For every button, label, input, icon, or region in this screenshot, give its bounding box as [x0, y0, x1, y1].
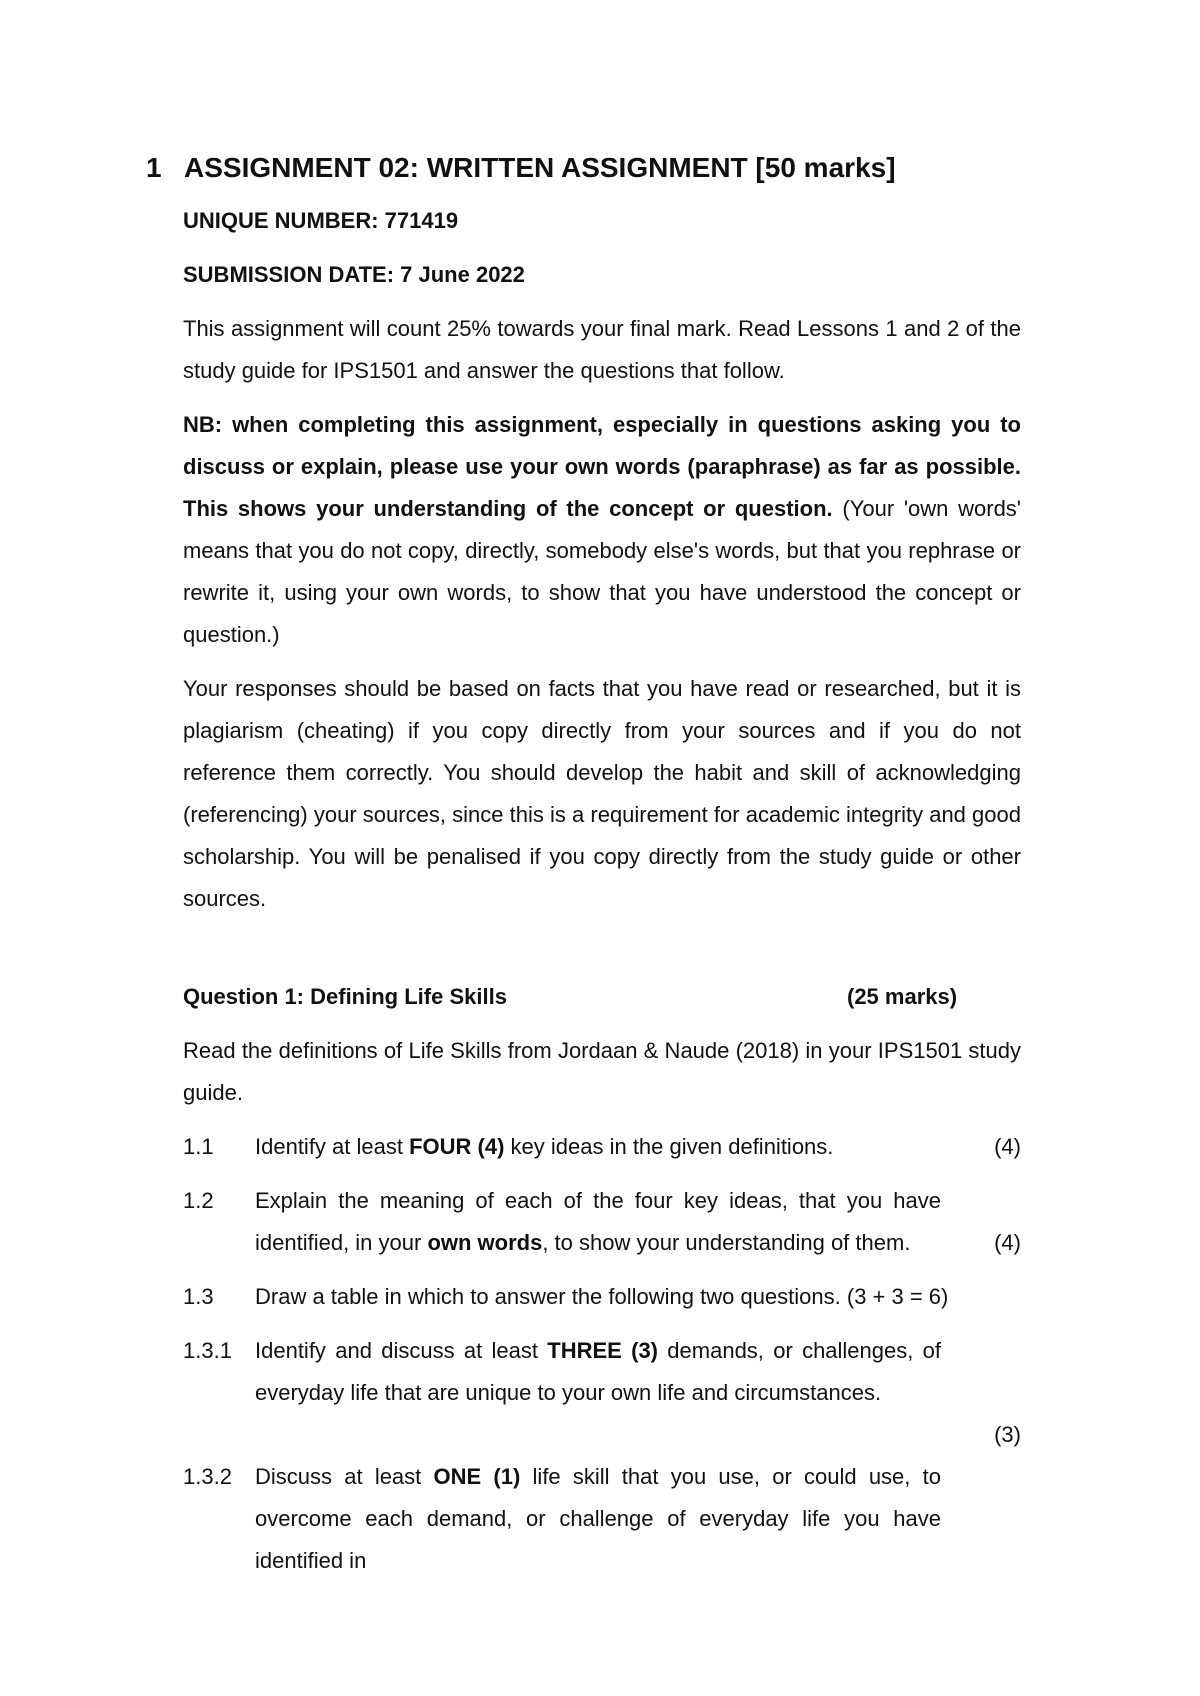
question-text-part: Discuss at least: [255, 1464, 434, 1489]
intro-paragraph: This assignment will count 25% towards your final mark. Read Lessons 1 and 2 of the study guide for IPS1501 and answer the questions that follow.: [183, 316, 1021, 383]
question-text: [255, 1180, 941, 1264]
question-text-bold: own words: [427, 1230, 543, 1255]
question-item-1-1: [183, 1126, 1021, 1168]
question-item-1-2: [183, 1180, 1021, 1264]
document-body: [183, 200, 1021, 1582]
question-marks: (3): [994, 1422, 1021, 1447]
question-text-part: Explain the meaning of each of the four key ideas, that you have identified, in your: [255, 1188, 941, 1255]
question-number: 1.3: [183, 1284, 214, 1309]
question-1-title: [183, 976, 1021, 1018]
question-text: [255, 1456, 941, 1582]
question-item-1-3: [183, 1276, 1021, 1318]
question-1-marks: (25 marks): [847, 984, 958, 1009]
nb-normal-text: (Your 'own words' means that you do not copy, directly, somebody else's words, but that you rephrase or rewrite it, using your own words, to show that you have understood the concept or question.): [183, 496, 1022, 647]
assignment-heading: [146, 152, 896, 184]
nb-bold-text: NB: when completing this assignment, especially in questions asking you to discuss or explain, please use your own words (paraphrase) as far as possible. This shows your understanding of the concept or question.: [183, 412, 1021, 521]
question-item-1-3-1: [183, 1330, 1021, 1447]
heading-title: ASSIGNMENT 02: WRITTEN ASSIGNMENT [50 marks]: [184, 152, 896, 183]
question-text-part: Identify and discuss at least: [255, 1338, 548, 1363]
responses-paragraph: Your responses should be based on facts that you have read or researched, but it is plagiarism (cheating) if you copy directly from your sources and if you do not reference them correctly. You should develop the habit and skill of acknowledging (referencing) your sources, since this is a requirement for academic integrity and good scholarship. You will be penalised if you copy directly from the study guide or other sources.: [183, 676, 1021, 911]
question-text-bold: ONE (1): [433, 1464, 521, 1489]
question-number: 1.1: [183, 1134, 214, 1159]
question-marks: (4): [994, 1134, 1021, 1159]
question-text: [255, 1330, 941, 1414]
question-text-part: demands, or challenges, of everyday life that are unique to your own life and circumstances.: [255, 1338, 942, 1405]
question-number: 1.3.2: [183, 1464, 232, 1489]
question-marks: (4): [994, 1230, 1021, 1255]
nb-paragraph: [183, 404, 1021, 656]
heading-number: 1: [146, 152, 162, 183]
question-1-title-text: Question 1: Defining Life Skills: [183, 984, 507, 1009]
submission-date: SUBMISSION DATE: 7 June 2022: [183, 262, 525, 287]
question-text-part: key ideas in the given definitions.: [504, 1134, 834, 1159]
question-text: [255, 1126, 941, 1168]
question-text-bold: FOUR (4): [409, 1134, 505, 1159]
question-number: 1.3.1: [183, 1338, 232, 1363]
unique-number: UNIQUE NUMBER: 771419: [183, 208, 459, 233]
question-1-intro: Read the definitions of Life Skills from Jordaan & Naude (2018) in your IPS1501 study guide.: [183, 1038, 1021, 1105]
question-item-1-3-2: [183, 1456, 1021, 1582]
question-number: 1.2: [183, 1188, 214, 1213]
question-text-part: life skill that you use, or could use, to overcome each demand, or challenge of everyday life you have identified in: [255, 1464, 941, 1573]
question-text-bold: THREE (3): [547, 1338, 659, 1363]
question-text-part: , to show your understanding of them.: [542, 1230, 911, 1255]
question-text: Draw a table in which to answer the following two questions. (3 + 3 = 6): [255, 1284, 949, 1309]
question-text-part: Identify at least: [255, 1134, 410, 1159]
